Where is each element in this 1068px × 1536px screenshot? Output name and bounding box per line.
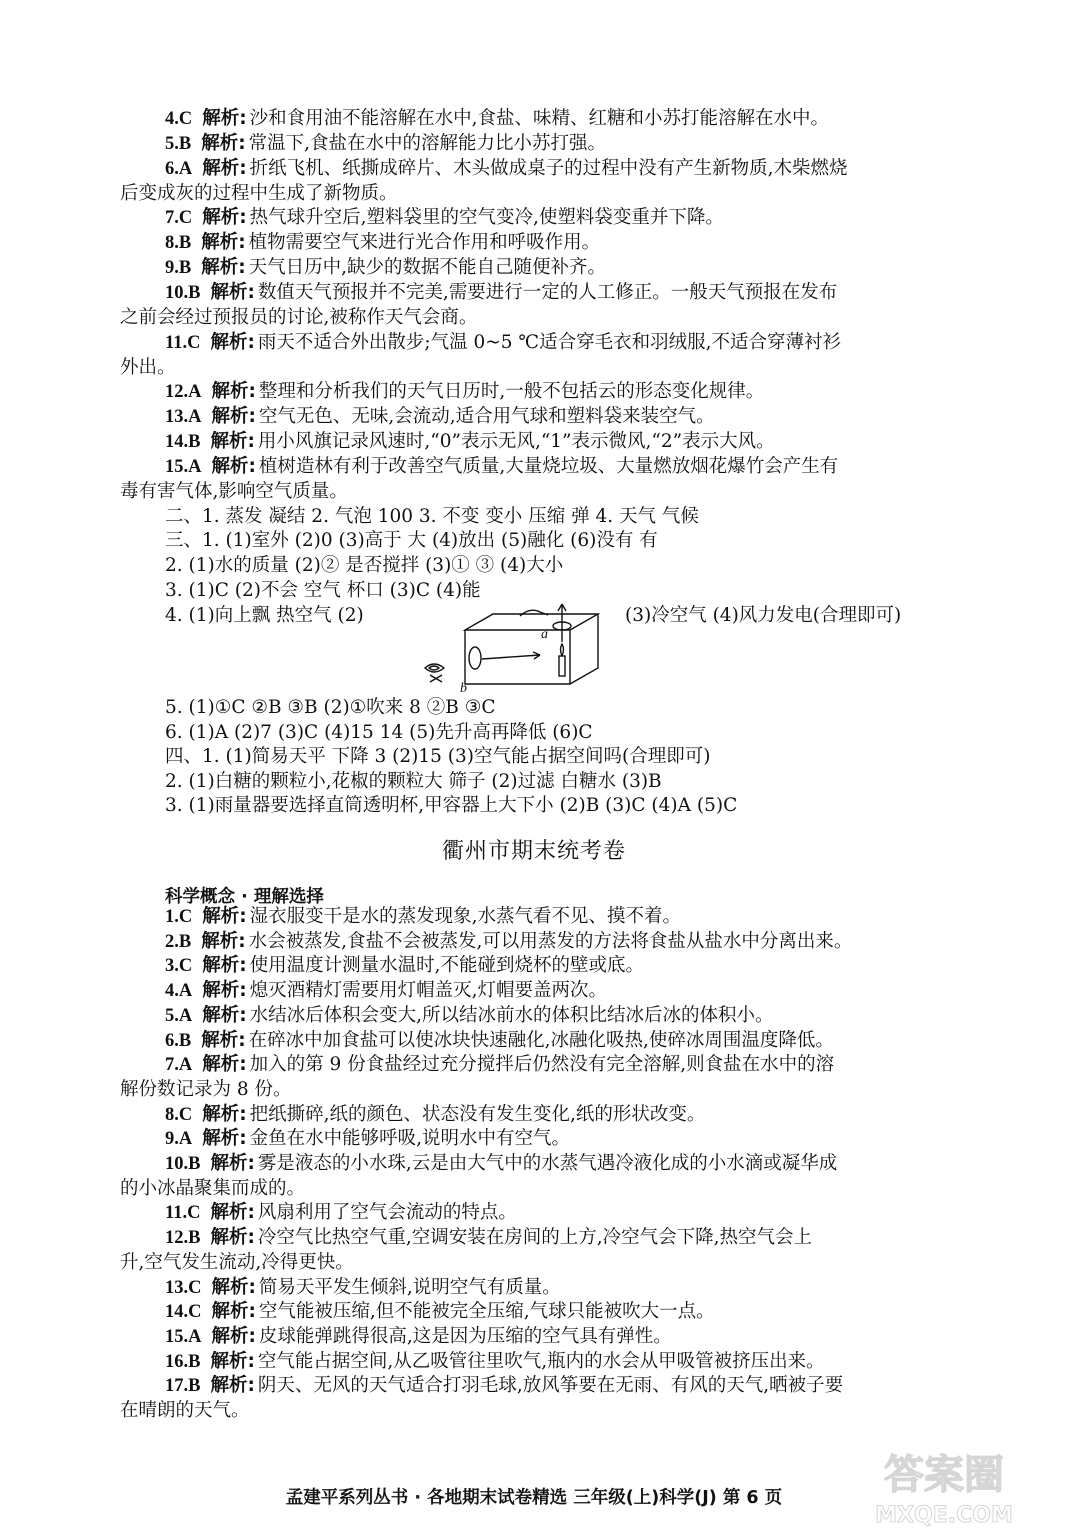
answer-item	[165, 330, 841, 356]
item-answer: B	[178, 233, 192, 254]
answer-item	[165, 1052, 834, 1078]
analysis-label: 解析:	[210, 1350, 255, 1372]
item-answer: C	[188, 1277, 202, 1298]
analysis-label: 解析:	[201, 132, 246, 154]
analysis-text: 热气球升空后,塑料袋里的空气变冷,使塑料袋变重并下降。	[249, 207, 724, 229]
analysis-label: 解析:	[201, 232, 246, 254]
answer-continuation: 的小冰晶聚集而成的。	[120, 1177, 306, 1199]
item-number: 13.	[165, 407, 189, 428]
section-heading: 科学概念 · 理解选择	[165, 887, 324, 907]
analysis-text: 整理和分析我们的天气日历时,一般不包括云的形态变化规律。	[258, 381, 765, 403]
analysis-label: 解析:	[211, 381, 256, 403]
item-number: 6.	[165, 1030, 179, 1051]
answer-continuation: 外出。	[120, 356, 176, 378]
box-top-face	[465, 614, 598, 630]
answer-item	[165, 929, 852, 955]
item-number: 7.	[165, 1055, 179, 1076]
item-number: 2.	[165, 931, 179, 952]
item-answer: A	[188, 407, 202, 428]
item-answer: B	[178, 931, 192, 952]
analysis-text: 加入的第 9 份食盐经过充分搅拌后仍然没有完全溶解,则食盐在水中的溶	[249, 1054, 835, 1076]
item-answer: C	[178, 907, 193, 927]
answer-item	[165, 156, 848, 182]
analysis-label: 解析:	[210, 1202, 255, 1224]
box-hole-b	[469, 647, 481, 669]
analysis-text: 植物需要空气来进行光合作用和呼吸作用。	[248, 232, 601, 254]
answer-continuation: 毒有害气体,影响空气质量。	[120, 480, 348, 502]
watermark-logo	[844, 1440, 1044, 1530]
analysis-text: 金鱼在水中能够呼吸,说明水中有空气。	[249, 1128, 571, 1150]
item-answer: A	[188, 1326, 202, 1347]
analysis-text: 使用温度计测量水温时,不能碰到烧杯的壁或底。	[249, 955, 645, 977]
label-a: a	[541, 627, 548, 642]
item-answer: A	[178, 158, 193, 179]
item-number: 13.	[165, 1277, 189, 1298]
answer-item	[165, 205, 724, 231]
analysis-text: 把纸撕碎,纸的颜色、状态没有发生变化,纸的形状改变。	[249, 1103, 706, 1125]
item-number: 7.	[165, 208, 179, 229]
item-number: 3.	[165, 956, 179, 977]
analysis-text: 阴天、无风的天气适合打羽毛球,放风筝要在无雨、有风的天气,晒被子要	[257, 1375, 844, 1397]
item-number: 4.	[165, 981, 179, 1002]
answer-continuation: 升,空气发生流动,冷得更快。	[120, 1251, 354, 1273]
item-answer: A	[178, 981, 193, 1002]
candle-icon	[559, 656, 565, 676]
answer-line: 二、1. 蒸发 凝结 2. 气泡 100 3. 不变 变小 压缩 弹 4. 天气 气候	[165, 505, 699, 527]
item-answer: C	[178, 1104, 193, 1125]
item-number: 17.	[165, 1376, 189, 1397]
item-number: 10.	[165, 1154, 189, 1174]
analysis-text: 冷空气比热空气重,空调安装在房间的上方,冷空气会下降,热空气会上	[257, 1227, 813, 1249]
analysis-text: 风扇利用了空气会流动的特点。	[257, 1202, 517, 1224]
answer-item	[165, 1028, 834, 1054]
analysis-text: 空气无色、无味,会流动,适合用气球和塑料袋来装空气。	[258, 406, 715, 428]
item-answer: C	[187, 332, 201, 353]
answer-line: 2. (1)水的质量 (2)② 是否搅拌 (3)① ③ (4)大小	[165, 555, 564, 577]
analysis-label: 解析:	[201, 257, 246, 279]
answer-item	[165, 280, 837, 306]
label-b: b	[460, 681, 467, 694]
item-number: 15.	[165, 1326, 189, 1347]
item-number: 16.	[165, 1351, 189, 1372]
analysis-text: 用小风旗记录风速时,“0”表示无风,“1”表示微风,“2”表示大风。	[257, 431, 775, 453]
analysis-label: 解析:	[201, 930, 246, 952]
analysis-label: 解析:	[210, 1227, 255, 1249]
rising-arrow	[558, 604, 566, 642]
item-answer: A	[178, 1129, 193, 1150]
answer-item	[165, 1126, 570, 1152]
answer-item	[165, 230, 600, 256]
analysis-text: 皮球能弹跳得很高,这是因为压缩的空气具有弹性。	[258, 1325, 672, 1347]
answer-line: 3. (1)雨量器要选择直筒透明杯,甲容器上大下小 (2)B (3)C (4)A (5)C	[165, 795, 738, 816]
item-number: 1.	[165, 907, 179, 927]
analysis-text: 湿衣服变干是水的蒸发现象,水蒸气看不见、摸不着。	[249, 906, 682, 927]
convection-box-diagram	[420, 602, 620, 694]
analysis-label: 解析:	[201, 1029, 246, 1051]
answer-item	[165, 429, 775, 455]
answer-line: 6. (1)A (2)7 (3)C (4)15 14 (5)先升高再降低 (6)C	[165, 721, 593, 743]
item-answer: C	[178, 208, 193, 229]
analysis-text: 水会被蒸发,食盐不会被蒸发,可以用蒸发的方法将食盐从盐水中分离出来。	[248, 930, 853, 952]
item-number: 5.	[165, 133, 179, 154]
page-footer: 孟建平系列丛书 · 各地期末试卷精选 三年级(上)科学(J) 第 6 页	[285, 1488, 783, 1508]
analysis-text: 空气能被压缩,但不能被完全压缩,气球只能被吹大一点。	[258, 1301, 715, 1323]
incense-coil-icon	[425, 664, 444, 672]
item-answer: B	[188, 1154, 201, 1174]
item-answer: B	[188, 432, 201, 453]
incense-stand-icon	[430, 675, 442, 682]
answer-line: 三、1. (1)室外 (2)0 (3)高于 大 (4)放出 (5)融化 (6)没有 有	[165, 530, 658, 552]
item-number: 14.	[165, 1302, 189, 1323]
item-number: 11.	[165, 1203, 188, 1224]
box-side-face	[570, 614, 598, 684]
item-answer: B	[188, 1376, 201, 1397]
flame-icon	[561, 644, 564, 656]
answer-item	[165, 1324, 672, 1350]
analysis-label: 解析:	[210, 1153, 255, 1174]
analysis-label: 解析:	[211, 1325, 256, 1347]
item-4-right-answers: (3)冷空气 (4)风力发电(合理即可)	[625, 605, 902, 626]
analysis-text: 沙和食用油不能溶解在水中,食盐、味精、红糖和小苏打能溶解在水中。	[249, 108, 830, 129]
analysis-label: 解析:	[202, 980, 247, 1002]
item-answer: A	[188, 382, 202, 403]
analysis-label: 解析:	[210, 281, 255, 303]
answer-item	[165, 1299, 715, 1325]
analysis-text: 植树造林有利于改善空气质量,大量烧垃圾、大量燃放烟花爆竹会产生有	[258, 455, 839, 477]
answer-item	[165, 1225, 812, 1251]
analysis-label: 解析:	[210, 1375, 255, 1397]
analysis-label: 解析:	[211, 455, 256, 477]
analysis-text: 折纸飞机、纸撕成碎片、木头做成桌子的过程中没有产生新物质,木柴燃烧	[249, 157, 848, 179]
analysis-text: 熄灭酒精灯需要用灯帽盖灭,灯帽要盖两次。	[249, 980, 608, 1002]
analysis-label: 解析:	[202, 906, 247, 927]
item-number: 15.	[165, 456, 189, 477]
svg-text:MXQE.COM: MXQE.COM	[875, 1503, 1013, 1528]
item-number: 8.	[165, 1104, 179, 1125]
analysis-label: 解析:	[202, 955, 247, 977]
item-answer: B	[178, 133, 192, 154]
item-number: 12.	[165, 382, 189, 403]
analysis-label: 解析:	[211, 1301, 256, 1323]
answer-line: 四、1. (1)简易天平 下降 3 (2)15 (3)空气能占据空间吗(合理即可)	[165, 746, 711, 767]
item-answer: C	[178, 956, 193, 977]
item-number: 5.	[165, 1005, 179, 1026]
analysis-label: 解析:	[211, 1276, 256, 1298]
analysis-text: 简易天平发生倾斜,说明空气有质量。	[258, 1276, 561, 1298]
analysis-text: 空气能占据空间,从乙吸管往里吹气,瓶内的水会从甲吸管被挤压出来。	[257, 1350, 825, 1372]
answer-line: 4. (1)向上飘 热空气 (2)	[165, 605, 364, 626]
answer-item	[165, 379, 764, 405]
item-number: 8.	[165, 233, 179, 254]
item-number: 4.	[165, 109, 179, 129]
analysis-label: 解析:	[202, 108, 247, 129]
item-number: 10.	[165, 282, 189, 303]
analysis-label: 解析:	[202, 157, 247, 179]
analysis-label: 解析:	[202, 1004, 247, 1026]
answer-item	[165, 1003, 774, 1029]
analysis-text: 雨天不适合外出散步;气温 0~5 ℃适合穿毛衣和羽绒服,不适合穿薄衬衫	[257, 331, 842, 353]
answer-item	[165, 904, 681, 930]
item-answer: C	[188, 1302, 202, 1323]
analysis-label: 解析:	[210, 431, 255, 453]
item-answer: C	[178, 109, 193, 129]
item-answer: B	[188, 1228, 201, 1249]
answer-item	[165, 1200, 517, 1226]
item-answer: A	[178, 1005, 193, 1026]
item-answer: B	[188, 1351, 201, 1372]
item-answer: B	[178, 258, 192, 279]
analysis-text: 常温下,食盐在水中的溶解能力比小苏打强。	[248, 132, 607, 154]
analysis-text: 水结冰后体积会变大,所以结冰前水的体积比结冰后冰的体积小。	[249, 1004, 774, 1026]
analysis-text: 雾是液态的小水珠,云是由大气中的水蒸气遇冷液化成的小水滴或凝华成	[257, 1153, 838, 1174]
item-number: 9.	[165, 258, 179, 279]
answer-continuation: 在晴朗的天气。	[120, 1400, 250, 1421]
answer-item	[165, 454, 838, 480]
item-answer: A	[178, 1055, 193, 1076]
item-number: 12.	[165, 1228, 189, 1249]
answer-line: 5. (1)①C ②B ③B (2)①吹来 8 ②B ③C	[165, 697, 496, 718]
analysis-text: 在碎冰中加食盐可以使冰块快速融化,冰融化吸热,使碎冰周围温度降低。	[248, 1029, 834, 1051]
answer-item	[165, 978, 607, 1004]
answer-item	[165, 1102, 705, 1128]
airflow-arrow	[482, 655, 540, 659]
analysis-label: 解析:	[211, 406, 256, 428]
answer-item	[165, 404, 715, 430]
answer-item	[165, 131, 606, 157]
item-number: 11.	[165, 332, 188, 353]
answer-item	[165, 255, 606, 281]
item-answer: A	[188, 456, 202, 477]
answer-item	[165, 1373, 843, 1399]
analysis-text: 数值天气预报并不完美,需要进行一定的人工修正。一般天气预报在发布	[257, 281, 838, 303]
page-title: 衢州市期末统考卷	[441, 839, 626, 864]
answer-line: 2. (1)白糖的颗粒小,花椒的颗粒大 筛子 (2)过滤 白糖水 (3)B	[165, 770, 662, 792]
answer-continuation: 解份数记录为 8 份。	[120, 1078, 292, 1100]
analysis-label: 解析:	[210, 331, 255, 353]
watermark-text: 答案圈	[884, 1452, 1004, 1498]
answer-line: 3. (1)C (2)不会 空气 杯口 (3)C (4)能	[165, 580, 481, 602]
answer-continuation: 后变成灰的过程中生成了新物质。	[120, 182, 398, 204]
item-number: 6.	[165, 158, 179, 179]
item-answer: B	[188, 282, 201, 303]
analysis-label: 解析:	[202, 207, 247, 229]
analysis-label: 解析:	[202, 1054, 247, 1076]
answer-item	[165, 106, 829, 132]
answer-continuation: 之前会经过预报员的讨论,被称作天气会商。	[120, 306, 478, 328]
hand-icon	[520, 610, 548, 616]
answer-item	[165, 953, 644, 979]
item-number: 9.	[165, 1129, 179, 1150]
analysis-text: 天气日历中,缺少的数据不能自己随便补齐。	[248, 257, 607, 279]
answer-item	[165, 1349, 825, 1375]
item-answer: C	[187, 1203, 201, 1224]
answer-item	[165, 1275, 561, 1301]
analysis-label: 解析:	[202, 1103, 247, 1125]
analysis-label: 解析:	[202, 1128, 247, 1150]
answer-item	[165, 1151, 837, 1177]
item-answer: B	[178, 1030, 192, 1051]
item-number: 14.	[165, 432, 189, 453]
